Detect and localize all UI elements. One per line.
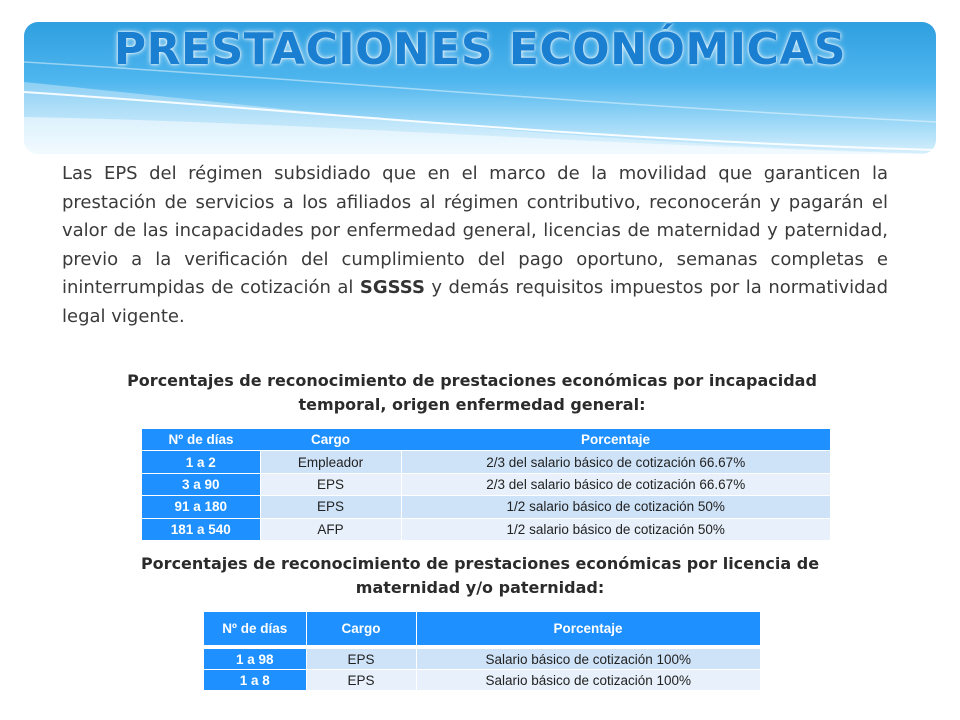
page-title: PRESTACIONES ECONÓMICAS xyxy=(113,24,847,75)
header-dias: Nº de días xyxy=(204,612,306,645)
cell-porcentaje: 2/3 del salario básico de cotización 66.67% xyxy=(401,451,830,473)
table-header-row xyxy=(204,612,760,645)
cell-dias: 3 a 90 xyxy=(142,473,260,495)
intro-paragraph xyxy=(62,160,888,332)
cell-cargo: Empleador xyxy=(260,451,401,473)
intro-text-start: Las EPS del régimen subsidiado que en el marco de la movilidad que garanticen la prestación de servicios a los afiliados al régimen contributivo, reconocerán y pagarán el valor de las incapacidades por enfermedad general, licencias de maternidad y paternidad, previo a la verificación del cumplimiento del pago oportuno, semanas completas e ininterrumpidas de cotización al xyxy=(62,163,888,299)
section-title-incapacidad: Porcentajes de reconocimiento de prestaciones económicas por incapacidad temporal, origen enfermedad general: xyxy=(127,371,817,414)
header-cargo: Cargo xyxy=(306,612,416,645)
cell-porcentaje: Salario básico de cotización 100% xyxy=(416,670,760,691)
table-licencia xyxy=(204,612,761,691)
table-row xyxy=(204,670,760,691)
header-cargo: Cargo xyxy=(260,429,401,451)
table-incapacidad xyxy=(142,429,830,541)
header-porcentaje: Porcentaje xyxy=(401,429,830,451)
cell-cargo: EPS xyxy=(306,649,416,670)
section-title-licencia: Porcentajes de reconocimiento de prestaciones económicas por licencia de maternidad y/o paternidad: xyxy=(140,554,820,597)
cell-cargo: AFP xyxy=(260,518,401,540)
cell-dias: 1 a 98 xyxy=(204,649,306,670)
cell-cargo: EPS xyxy=(260,496,401,518)
cell-porcentaje: 1/2 salario básico de cotización 50% xyxy=(401,518,830,540)
intro-text-bold: SGSSS xyxy=(359,277,425,299)
cell-cargo: EPS xyxy=(260,473,401,495)
cell-porcentaje: Salario básico de cotización 100% xyxy=(416,649,760,670)
table-row xyxy=(204,649,760,670)
header-dias: Nº de días xyxy=(142,429,260,451)
cell-dias: 91 a 180 xyxy=(142,496,260,518)
cell-dias: 181 a 540 xyxy=(142,518,260,540)
header-porcentaje: Porcentaje xyxy=(416,612,760,645)
table-row xyxy=(142,496,830,518)
cell-dias: 1 a 2 xyxy=(142,451,260,473)
cell-porcentaje: 2/3 del salario básico de cotización 66.67% xyxy=(401,473,830,495)
cell-porcentaje: 1/2 salario básico de cotización 50% xyxy=(401,496,830,518)
cell-dias: 1 a 8 xyxy=(204,670,306,691)
table-row xyxy=(142,518,830,540)
table-row xyxy=(142,451,830,473)
table-row xyxy=(142,473,830,495)
cell-cargo: EPS xyxy=(306,670,416,691)
table-header-row xyxy=(142,429,830,451)
intro-text-end: y demás requisitos impuestos por la normatividad legal vigente. xyxy=(62,277,888,327)
